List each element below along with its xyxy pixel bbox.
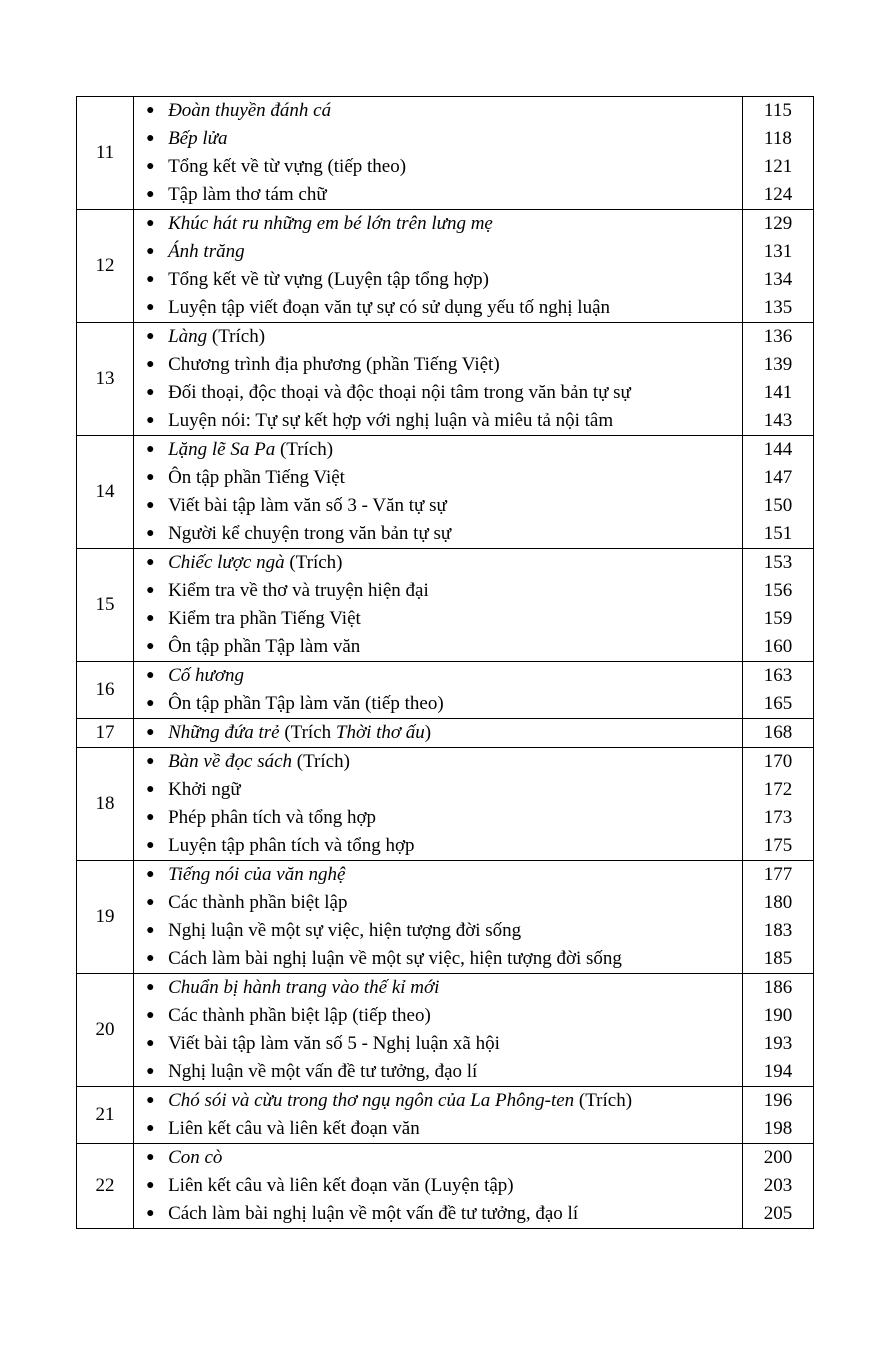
lesson-item [134, 379, 742, 407]
lesson-title-part: Lặng lẽ Sa Pa [168, 439, 276, 460]
bullet-icon: ● [146, 1036, 155, 1051]
lesson-title-part: Nghị luận về một vấn đề tư tưởng, đạo lí [168, 1061, 478, 1082]
lesson-item [134, 407, 742, 435]
toc-body [77, 97, 814, 1229]
bullet-icon: ● [146, 187, 155, 202]
lesson-item [134, 1058, 742, 1086]
week-number: 12 [77, 210, 134, 323]
page-list [742, 719, 813, 748]
page-number: 153 [763, 552, 793, 573]
week-row [77, 974, 814, 1087]
lesson-list [134, 1144, 743, 1229]
week-row [77, 662, 814, 719]
lesson-list [134, 549, 743, 662]
lesson-title-part: Các thành phần biệt lập (tiếp theo) [168, 1005, 431, 1026]
lesson-title-part: (Trích [279, 722, 336, 743]
page-number: 190 [763, 1005, 793, 1026]
lesson-title-part: Các thành phần biệt lập [168, 892, 348, 913]
page-number: 159 [763, 608, 793, 629]
week-row [77, 549, 814, 662]
bullet-icon: ● [146, 923, 155, 938]
bullet-icon: ● [146, 725, 155, 740]
lesson-list [134, 97, 743, 210]
page-number: 183 [763, 920, 793, 941]
page-list [742, 97, 813, 210]
page-number: 118 [764, 128, 792, 149]
bullet-icon: ● [146, 980, 155, 995]
lesson-title-part: Phép phân tích và tổng hợp [168, 807, 376, 828]
lesson-title-part: Ôn tập phần Tiếng Việt [168, 467, 345, 488]
week-row [77, 861, 814, 974]
week-row [77, 748, 814, 861]
lesson-title-part: Bàn về đọc sách [168, 751, 293, 772]
bullet-icon: ● [146, 1121, 155, 1136]
lesson-title-part: Ôn tập phần Tập làm văn [168, 636, 361, 657]
page-number: 205 [763, 1203, 793, 1224]
bullet-icon: ● [146, 329, 155, 344]
page-number: 165 [763, 693, 793, 714]
lesson-item [134, 832, 742, 860]
lesson-title-part: Làng [168, 326, 208, 347]
lesson-item [134, 945, 742, 973]
lesson-title-part: Ánh trăng [168, 241, 245, 262]
page-number: 170 [763, 751, 793, 772]
lesson-title-part: Khởi ngữ [168, 779, 241, 800]
page-number: 177 [763, 864, 793, 885]
lesson-item [134, 97, 742, 125]
lesson-item [134, 861, 742, 889]
week-number: 20 [77, 974, 134, 1087]
lesson-title-part: Chó sói và cừu trong thơ ngụ ngôn của La Phông-ten [168, 1090, 575, 1111]
page-number: 196 [763, 1090, 793, 1111]
page-number: 131 [763, 241, 793, 262]
bullet-icon: ● [146, 442, 155, 457]
page-number: 160 [763, 636, 793, 657]
table-of-contents [76, 96, 814, 1229]
week-number: 13 [77, 323, 134, 436]
page-number: 147 [763, 467, 793, 488]
lesson-title-part: Tổng kết về từ vựng (Luyện tập tổng hợp) [168, 269, 489, 290]
lesson-item [134, 181, 742, 209]
lesson-title-part: (Trích) [275, 439, 334, 460]
page-number: 115 [764, 100, 792, 121]
page-number: 135 [763, 297, 793, 318]
page-number: 150 [763, 495, 793, 516]
bullet-icon: ● [146, 668, 155, 683]
bullet-icon: ● [146, 583, 155, 598]
bullet-icon: ● [146, 103, 155, 118]
lesson-list [134, 974, 743, 1087]
week-row [77, 1144, 814, 1229]
page-list [742, 323, 813, 436]
lesson-item [134, 719, 742, 747]
page-number: 185 [763, 948, 793, 969]
lesson-item [134, 125, 742, 153]
lesson-item [134, 294, 742, 322]
lesson-list [134, 1087, 743, 1144]
bullet-icon: ● [146, 838, 155, 853]
bullet-icon: ● [146, 413, 155, 428]
page-number: 168 [763, 722, 793, 743]
bullet-icon: ● [146, 895, 155, 910]
lesson-item [134, 1087, 742, 1115]
page-number: 129 [763, 213, 793, 234]
bullet-icon: ● [146, 1093, 155, 1108]
week-row [77, 97, 814, 210]
bullet-icon: ● [146, 1206, 155, 1221]
lesson-item [134, 690, 742, 718]
bullet-icon: ● [146, 611, 155, 626]
lesson-title-part: (Trích) [292, 751, 350, 772]
page-number: 151 [763, 523, 793, 544]
lesson-item [134, 804, 742, 832]
lesson-item [134, 153, 742, 181]
lesson-item [134, 662, 742, 690]
bullet-icon: ● [146, 526, 155, 541]
lesson-title-part: Chuẩn bị hành trang vào thế kỉ mới [168, 977, 440, 998]
lesson-title-part: Tổng kết về từ vựng (tiếp theo) [168, 156, 407, 177]
page-number: 143 [763, 410, 793, 431]
lesson-list [134, 861, 743, 974]
bullet-icon: ● [146, 810, 155, 825]
lesson-title-part: Cách làm bài nghị luận về một sự việc, hiện tượng đời sống [168, 948, 622, 969]
page-number: 186 [763, 977, 793, 998]
lesson-item [134, 577, 742, 605]
lesson-list [134, 323, 743, 436]
lesson-title-part: Thời thơ ấu [335, 722, 425, 743]
bullet-icon: ● [146, 357, 155, 372]
lesson-list [134, 662, 743, 719]
page-number: 172 [763, 779, 793, 800]
bullet-icon: ● [146, 639, 155, 654]
lesson-item [134, 1030, 742, 1058]
lesson-title-part: Cố hương [168, 665, 244, 686]
page-number: 198 [763, 1118, 793, 1139]
page-list [742, 748, 813, 861]
lesson-title-part: Liên kết câu và liên kết đoạn văn [168, 1118, 420, 1139]
page-list [742, 861, 813, 974]
lesson-item [134, 748, 742, 776]
lesson-list [134, 748, 743, 861]
bullet-icon: ● [146, 498, 155, 513]
lesson-title-part: Những đứa trẻ [168, 722, 280, 743]
page-list [742, 974, 813, 1087]
lesson-title-part: Luyện tập viết đoạn văn tự sự có sử dụng yếu tố nghị luận [168, 297, 611, 318]
page-number: 194 [763, 1061, 793, 1082]
lesson-title-part: (Trích) [284, 552, 343, 573]
week-row [77, 210, 814, 323]
page-number: 136 [763, 326, 793, 347]
bullet-icon: ● [146, 696, 155, 711]
page-number: 141 [763, 382, 793, 403]
lesson-title-part: Bếp lửa [168, 128, 228, 149]
lesson-title-part: Tiếng nói của văn nghệ [168, 864, 346, 885]
week-row [77, 719, 814, 748]
lesson-title-part: (Trích) [207, 326, 266, 347]
week-number: 19 [77, 861, 134, 974]
lesson-item [134, 464, 742, 492]
bullet-icon: ● [146, 951, 155, 966]
lesson-item [134, 974, 742, 1002]
lesson-item [134, 436, 742, 464]
week-row [77, 323, 814, 436]
lesson-item [134, 889, 742, 917]
bullet-icon: ● [146, 1064, 155, 1079]
page-list [742, 549, 813, 662]
week-number: 15 [77, 549, 134, 662]
page-number: 121 [763, 156, 793, 177]
lesson-item [134, 520, 742, 548]
lesson-title-part: Luyện tập phân tích và tổng hợp [168, 835, 415, 856]
page-number: 200 [763, 1147, 793, 1168]
bullet-icon: ● [146, 867, 155, 882]
bullet-icon: ● [146, 1150, 155, 1165]
lesson-title-part: (Trích) [574, 1090, 633, 1111]
lesson-title-part: Chiếc lược ngà [168, 552, 285, 573]
lesson-title-part: Tập làm thơ tám chữ [168, 184, 327, 205]
lesson-item [134, 1115, 742, 1143]
week-number: 22 [77, 1144, 134, 1229]
lesson-title-part: Viết bài tập làm văn số 5 - Nghị luận xã hội [168, 1033, 500, 1054]
lesson-item [134, 1144, 742, 1172]
lesson-title-part: Nghị luận về một sự việc, hiện tượng đời sống [168, 920, 522, 941]
page-number: 156 [763, 580, 793, 601]
page-number: 163 [763, 665, 793, 686]
lesson-item [134, 605, 742, 633]
page-list [742, 1087, 813, 1144]
lesson-title-part: Ôn tập phần Tập làm văn (tiếp theo) [168, 693, 444, 714]
lesson-item [134, 1172, 742, 1200]
page-list [742, 210, 813, 323]
lesson-item [134, 210, 742, 238]
week-number: 21 [77, 1087, 134, 1144]
lesson-title-part: Liên kết câu và liên kết đoạn văn (Luyện tập) [168, 1175, 514, 1196]
bullet-icon: ● [146, 300, 155, 315]
bullet-icon: ● [146, 555, 155, 570]
bullet-icon: ● [146, 159, 155, 174]
page-number: 193 [763, 1033, 793, 1054]
week-number: 11 [77, 97, 134, 210]
lesson-item [134, 238, 742, 266]
lesson-list [134, 436, 743, 549]
lesson-title-part: ) [424, 722, 432, 743]
lesson-list [134, 210, 743, 323]
lesson-title-part: Chương trình địa phương (phần Tiếng Việt) [168, 354, 500, 375]
lesson-item [134, 351, 742, 379]
page-number: 139 [763, 354, 793, 375]
bullet-icon: ● [146, 470, 155, 485]
page-number: 173 [763, 807, 793, 828]
page-number: 124 [763, 184, 793, 205]
lesson-title-part: Kiểm tra về thơ và truyện hiện đại [168, 580, 429, 601]
lesson-item [134, 1200, 742, 1228]
lesson-title-part: Đối thoại, độc thoại và độc thoại nội tâm trong văn bản tự sự [168, 382, 631, 403]
lesson-item [134, 323, 742, 351]
lesson-title-part: Viết bài tập làm văn số 3 - Văn tự sự [168, 495, 447, 516]
bullet-icon: ● [146, 782, 155, 797]
bullet-icon: ● [146, 754, 155, 769]
lesson-title-part: Luyện nói: Tự sự kết hợp với nghị luận và miêu tả nội tâm [168, 410, 614, 431]
week-row [77, 436, 814, 549]
lesson-item [134, 1002, 742, 1030]
page-list [742, 1144, 813, 1229]
week-row [77, 1087, 814, 1144]
bullet-icon: ● [146, 244, 155, 259]
page-number: 203 [763, 1175, 793, 1196]
lesson-title-part: Đoàn thuyền đánh cá [168, 100, 332, 121]
lesson-item [134, 633, 742, 661]
lesson-title-part: Cách làm bài nghị luận về một vấn đề tư tưởng, đạo lí [168, 1203, 579, 1224]
lesson-item [134, 492, 742, 520]
page-number: 175 [763, 835, 793, 856]
page-number: 134 [763, 269, 793, 290]
page-list [742, 662, 813, 719]
bullet-icon: ● [146, 1178, 155, 1193]
lesson-title-part: Con cò [168, 1147, 223, 1168]
lesson-item [134, 917, 742, 945]
week-number: 18 [77, 748, 134, 861]
week-number: 17 [77, 719, 134, 748]
lesson-title-part: Kiểm tra phần Tiếng Việt [168, 608, 361, 629]
bullet-icon: ● [146, 131, 155, 146]
lesson-item [134, 266, 742, 294]
bullet-icon: ● [146, 216, 155, 231]
lesson-item [134, 549, 742, 577]
page-number: 144 [763, 439, 793, 460]
week-number: 16 [77, 662, 134, 719]
lesson-title-part: Người kể chuyện trong văn bản tự sự [168, 523, 452, 544]
lesson-title-part: Khúc hát ru những em bé lớn trên lưng mẹ [168, 213, 493, 234]
bullet-icon: ● [146, 385, 155, 400]
page-number: 180 [763, 892, 793, 913]
bullet-icon: ● [146, 1008, 155, 1023]
page-list [742, 436, 813, 549]
lesson-list [134, 719, 743, 748]
lesson-item [134, 776, 742, 804]
bullet-icon: ● [146, 272, 155, 287]
week-number: 14 [77, 436, 134, 549]
